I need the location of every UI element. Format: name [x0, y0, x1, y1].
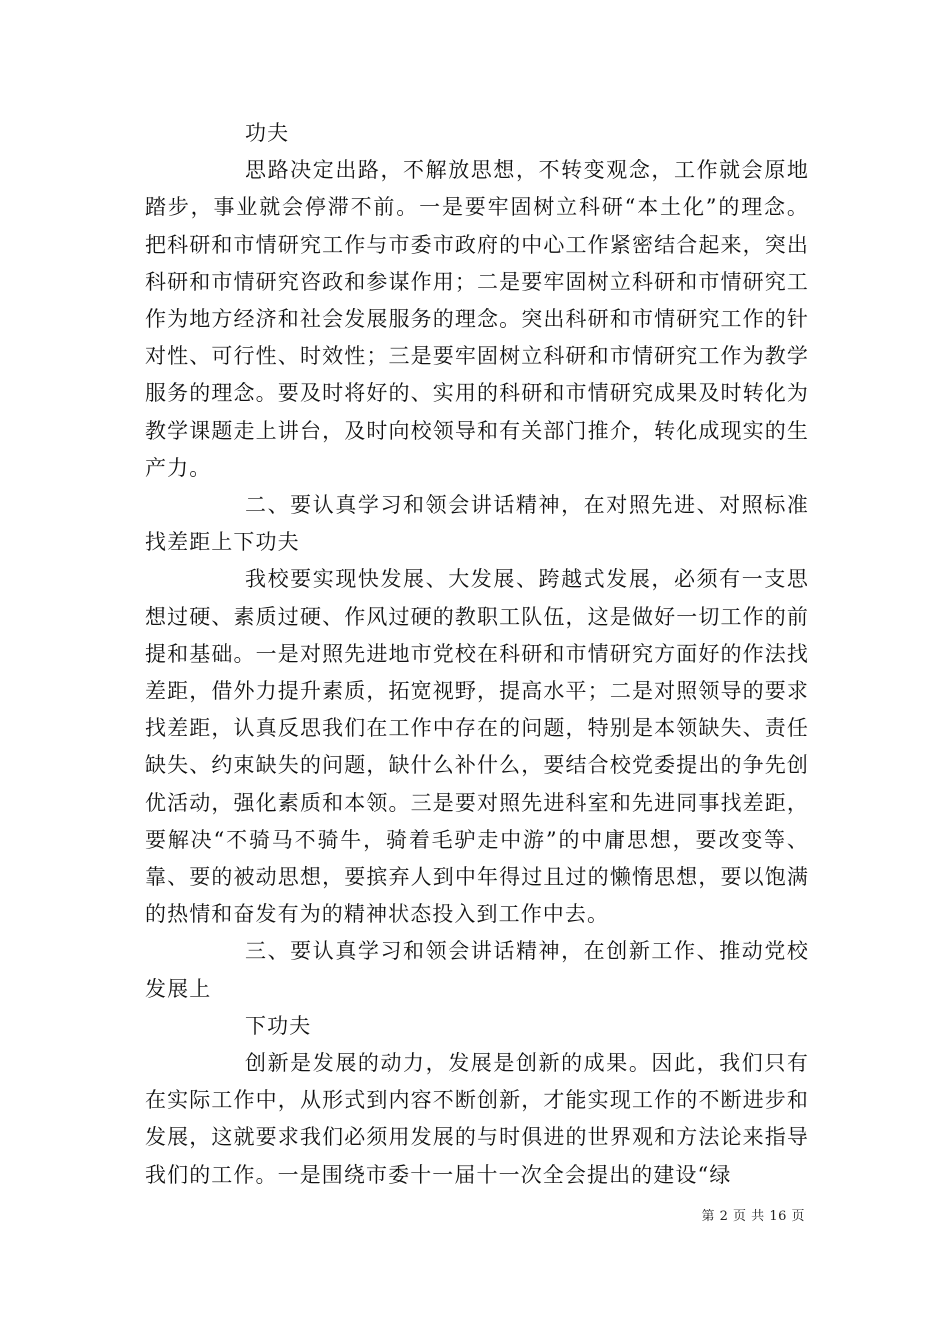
paragraph-thinking: 思路决定出路，不解放思想，不转变观念，工作就会原地踏步，事业就会停滞不前。一是要牢固树立科研“本土化”的理念。把科研和市情研究工作与市委市政府的中心工作紧密结合起来，突出科研和市情研究咨政和参谋作用；二是要牢固树立科研和市情研究工作为地方经济和社会发展服务的理念。突出科研和市情研究工作的针对性、可行性、时效性；三是要牢固树立科研和市情研究工作为教学服务的理念。要及时将好的、实用的科研和市情研究成果及时转化为教学课题走上讲台，及时向校领导和有关部门推介，转化成现实的生产力。 [145, 158, 809, 480]
section-heading-two: 二、要认真学习和领会讲话精神，在对照先进、对照标准找差距上下功夫 [145, 493, 809, 555]
paragraph-team: 我校要实现快发展、大发展、跨越式发展，必须有一支思想过硬、素质过硬、作风过硬的教职工队伍，这是做好一切工作的前提和基础。一是对照先进地市党校在科研和市情研究方面好的作法找差距，借外力提升素质，拓宽视野，提高水平；二是对照领导的要求找差距，认真反思我们在工作中存在的问题，特别是本领缺失、责任缺失、约束缺失的问题，缺什么补什么，要结合校党委提出的争先创优活动，强化素质和本领。三是要对照先进科室和先进同事找差距，要解决“不骑马不骑牛，骑着毛驴走中游”的中庸思想，要改变等、靠、要的被动思想，要摈弃人到中年得过且过的懒惰思想，要以饱满的热情和奋发有为的精神状态投入到工作中去。 [145, 567, 809, 927]
document-body [145, 115, 809, 1194]
paragraph-fragment-heading-tail: 功夫 [245, 121, 290, 145]
page-number-footer: 第 2 页 共 16 页 [701, 1209, 805, 1224]
section-heading-three: 三、要认真学习和领会讲话精神，在创新工作、推动党校发展上 [145, 939, 809, 1001]
paragraph-innovation: 创新是发展的动力，发展是创新的成果。因此，我们只有在实际工作中，从形式到内容不断创新，才能实现工作的不断进步和发展，这就要求我们必须用发展的与时俱进的世界观和方法论来指导我们的工作。一是围绕市委十一届十一次全会提出的建设“绿 [145, 1051, 809, 1187]
section-heading-three-tail: 下功夫 [245, 1013, 312, 1038]
